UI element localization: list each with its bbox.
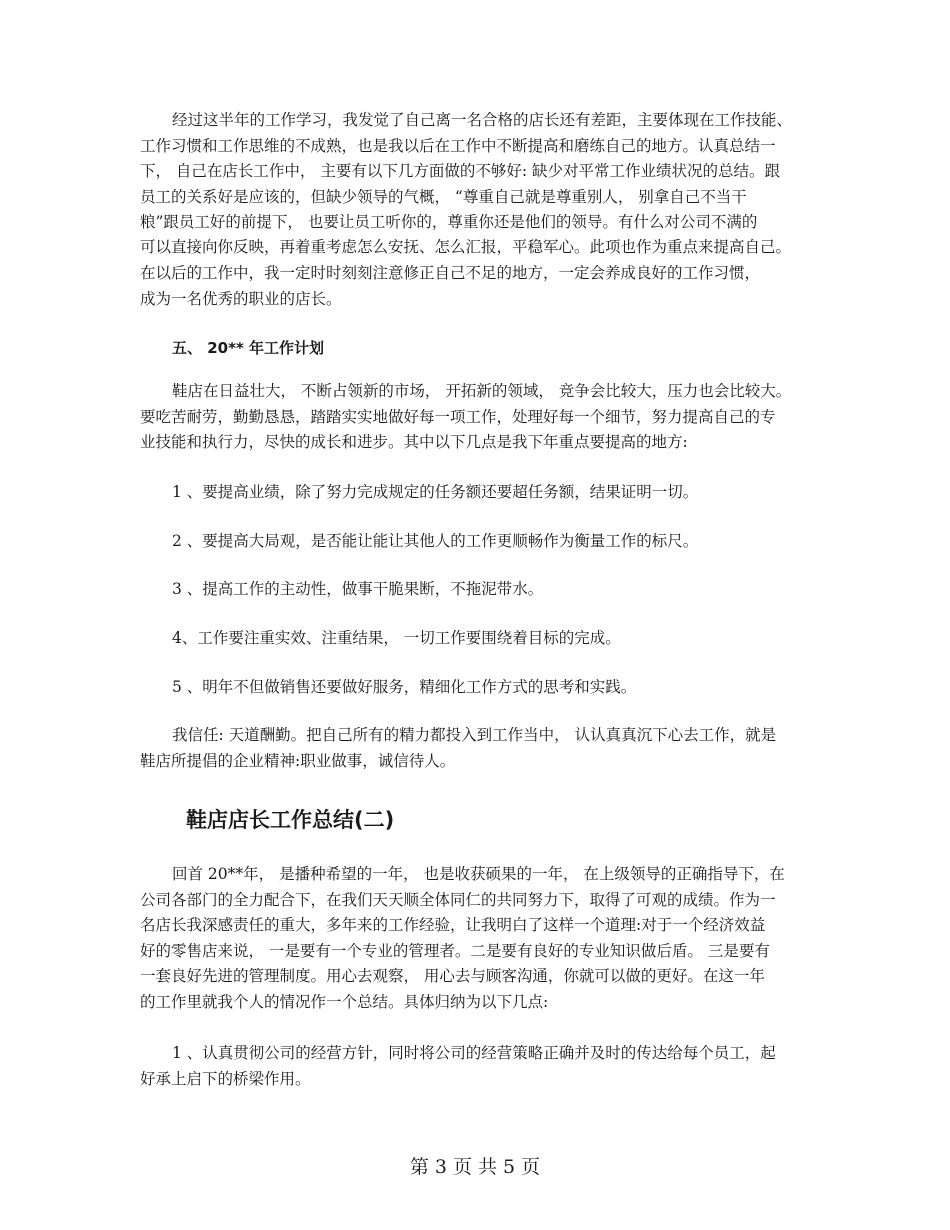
list-item: 1 、要提高业绩，除了努力完成规定的任务额还要超任务额，结果证明一切。: [172, 483, 699, 501]
paragraph-line: 的工作里就我个人的情况作一个总结。具体归纳为以下几点:: [140, 993, 549, 1011]
list-item: 4、工作要注重实效、注重结果， 一切工作要围绕着目标的完成。: [172, 629, 621, 647]
list-item: 2 、要提高大局观，是否能让能让其他人的工作更顺畅作为衡量工作的标尺。: [172, 532, 699, 550]
paragraph-line: 下， 自己在店长工作中， 主要有以下几方面做的不够好: 缺少对平常工作业绩状况的总结。跟: [140, 162, 781, 180]
page-number-footer: 第 3 页 共 5 页: [409, 1156, 541, 1178]
paragraph-line: 员工的关系好是应该的，但缺少领导的气概， “尊重自己就是尊重别人， 别拿自己不当干: [140, 188, 747, 206]
paragraph-line: 成为一名优秀的职业的店长。: [140, 290, 342, 308]
paragraph-line: 要吃苦耐劳，勤勤恳恳，踏踏实实地做好每一项工作，处理好每一个细节，努力提高自己的专: [140, 408, 776, 426]
list-item: 5 、明年不但做销售还要做好服务，精细化工作方式的思考和实践。: [172, 678, 637, 696]
paragraph-line: 名店长我深感责任的重大，多年来的工作经验，让我明白了这样一个道理:对于一个经济效益: [140, 916, 766, 934]
paragraph-line: 我信任: 天道酬勤。把自己所有的精力都投入到工作当中， 认认真真沉下心去工作，就是: [172, 726, 777, 744]
paragraph-line: 在以后的工作中，我一定时时刻刻注意修正自己不足的地方，一定会养成良好的工作习惯，: [140, 264, 761, 282]
paragraph-line: 粮”跟员工好的前提下， 也要让员工听你的，尊重你还是他们的领导。有什么对公司不满的: [140, 213, 758, 231]
paragraph-line: 好的零售店来说， 一是要有一个专业的管理者。二是要有良好的专业知识做后盾。 三是要有: [140, 942, 770, 960]
paragraph-line: 回首 20**年， 是播种希望的一年， 也是收获硕果的一年， 在上级领导的正确指导下，在: [172, 865, 785, 883]
list-item: 1 、认真贯彻公司的经营方针，同时将公司的经营策略正确并及时的传达给每个员工，起: [172, 1044, 776, 1062]
list-item: 3 、提高工作的主动性，做事干脆果断，不拖泥带水。: [172, 580, 544, 598]
paragraph-line: 鞋店所提倡的企业精神:职业做事，诚信待人。: [140, 752, 456, 770]
paragraph-line: 一套良好先进的管理制度。用心去观察， 用心去与顾客沟通，你就可以做的更好。在这一年: [140, 967, 765, 985]
paragraph-line: 经过这半年的工作学习，我发觉了自己离一名合格的店长还有差距，主要体现在工作技能、: [172, 111, 793, 129]
paragraph-line: 公司各部门的全力配合下，在我们天天顺全体同仁的共同努力下，取得了可观的成绩。作为一: [140, 891, 776, 909]
document-heading: 鞋店店长工作总结(二): [186, 808, 395, 832]
paragraph-line: 工作习惯和工作思维的不成熟，也是我以后在工作中不断提高和磨练自己的地方。认真总结一: [140, 137, 776, 155]
paragraph-line: 鞋店在日益壮大， 不断占领新的市场， 开拓新的领域， 竞争会比较大，压力也会比较大。: [172, 382, 792, 400]
paragraph-line: 业技能和执行力，尽快的成长和进步。其中以下几点是我下年重点要提高的地方:: [140, 433, 688, 451]
paragraph-line: 可以直接向你反映，再着重考虑怎么安抚、怎么汇报，平稳军心。此项也作为重点来提高自己。: [140, 238, 792, 256]
section-title: 五、 20** 年工作计划: [172, 339, 325, 357]
paragraph-line: 好承上启下的桥梁作用。: [140, 1070, 311, 1088]
